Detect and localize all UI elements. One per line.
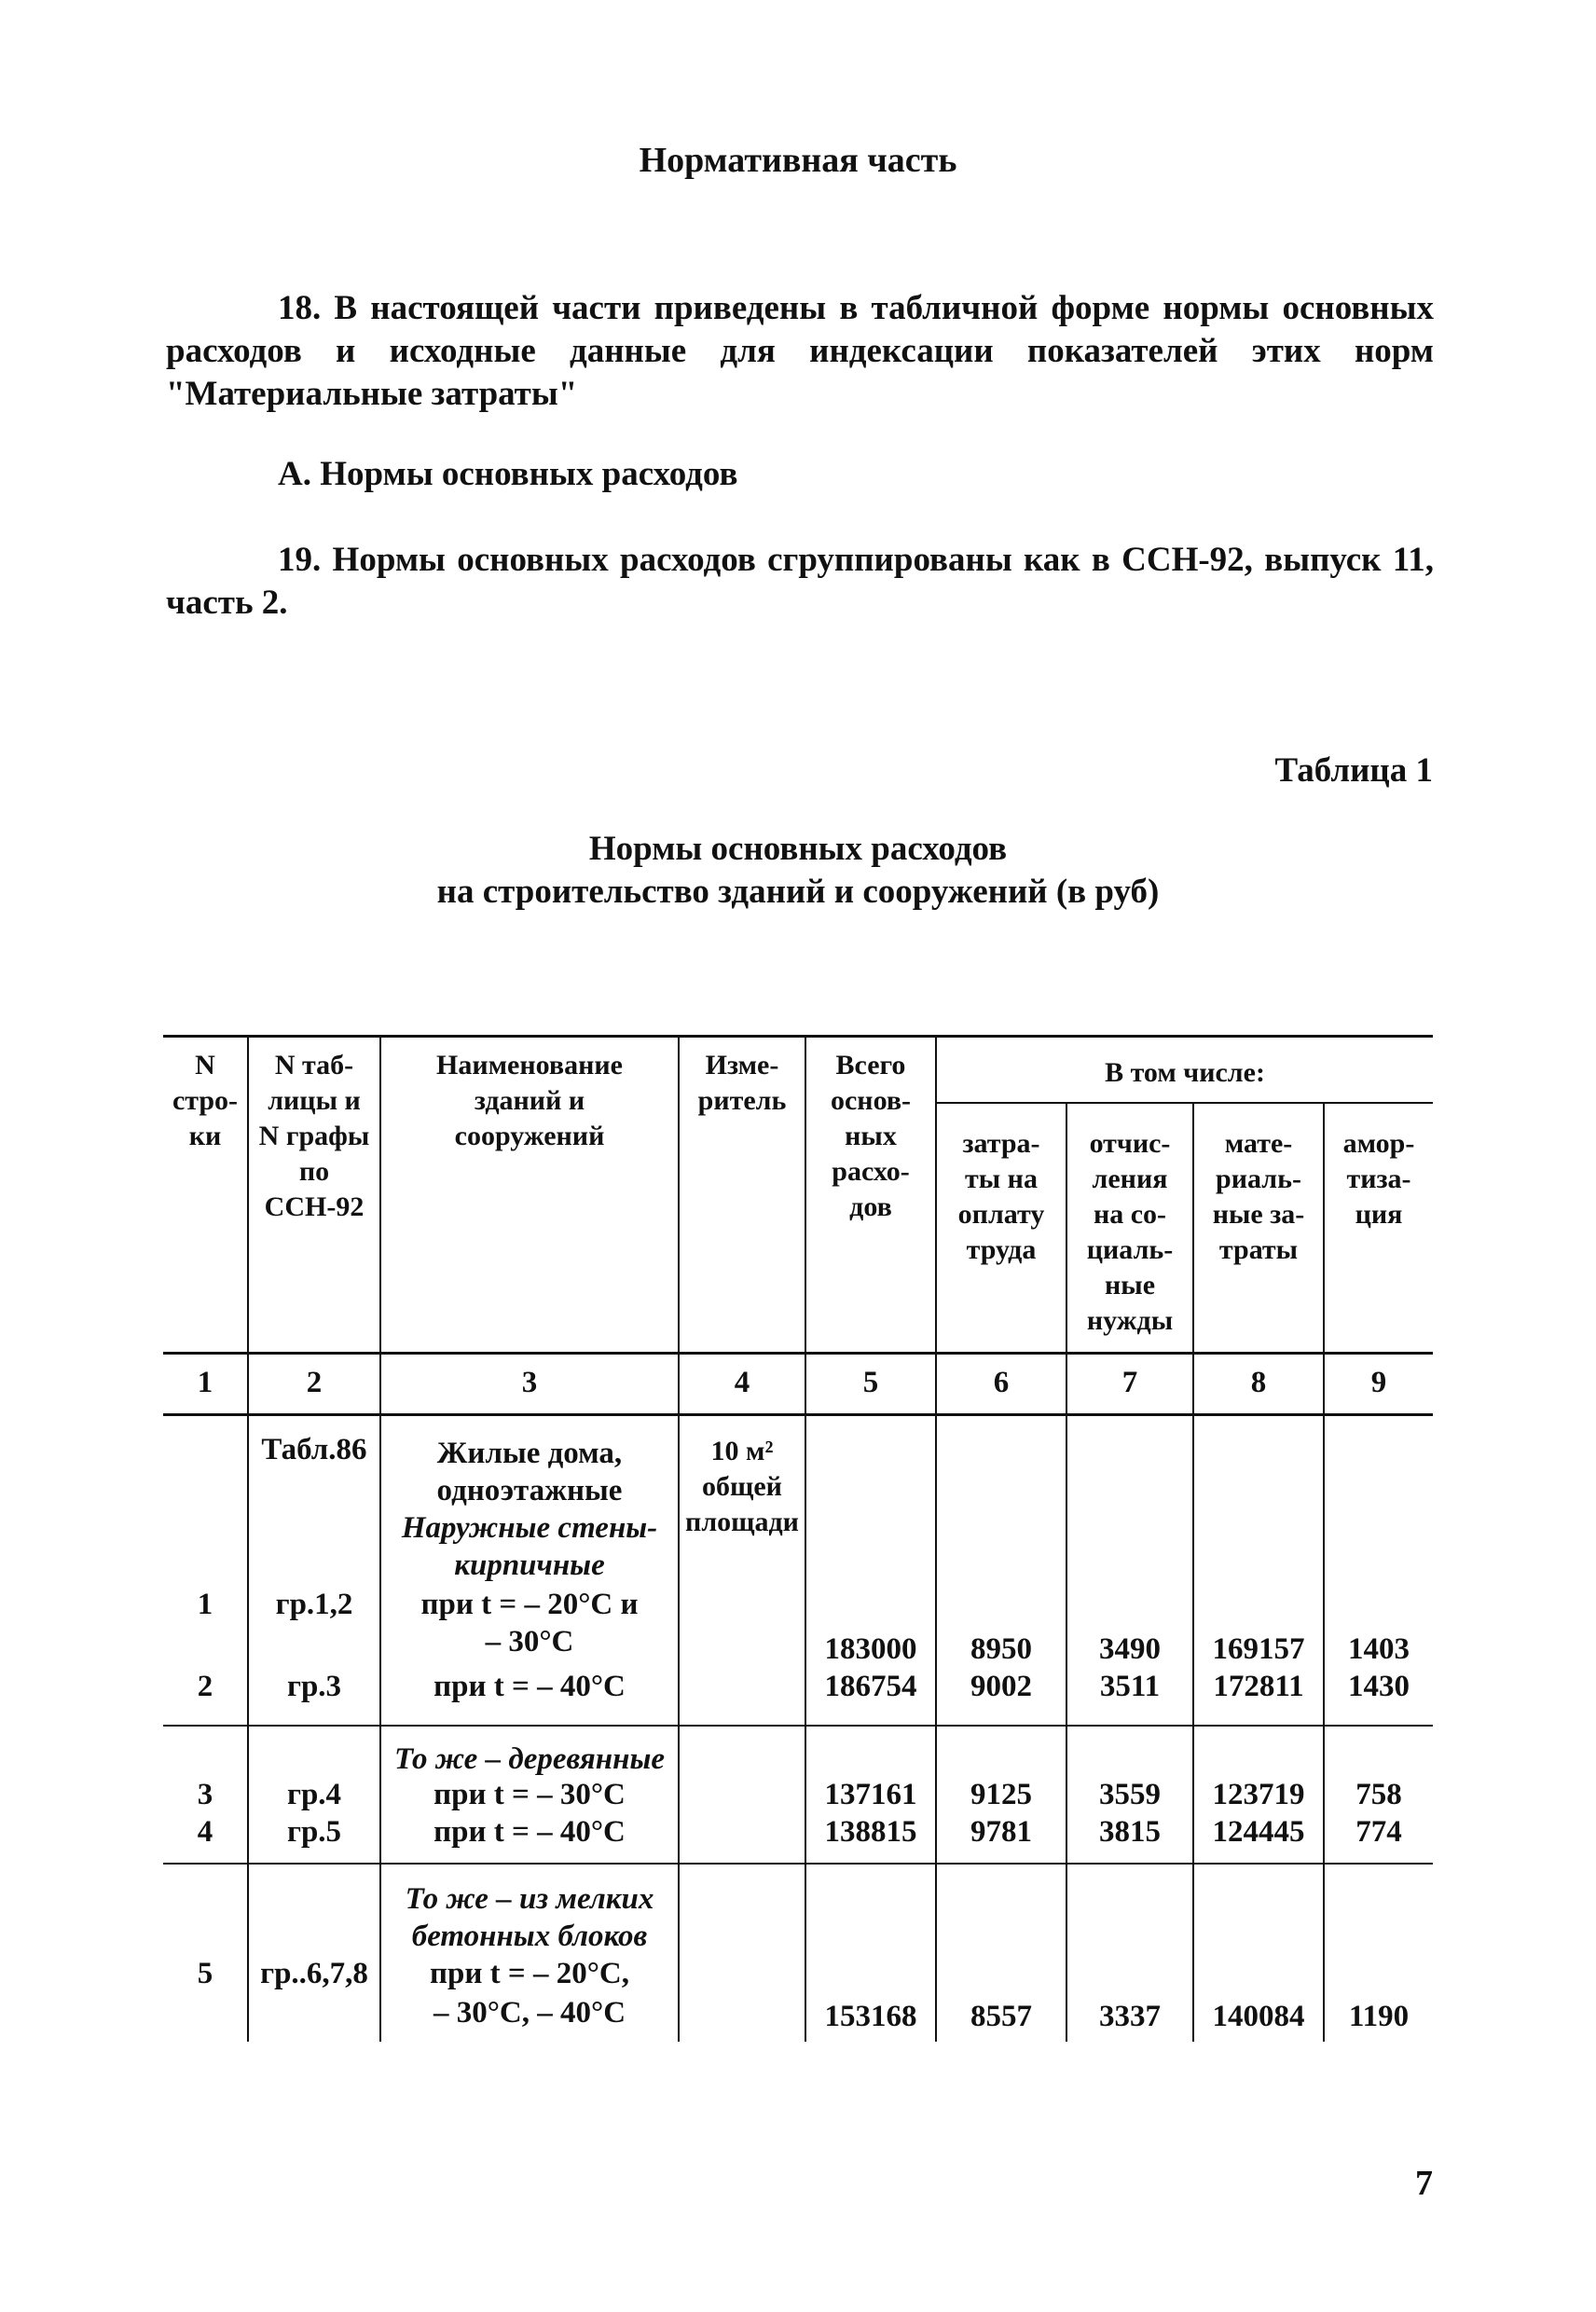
group1-unit-line2: общей [702,1471,782,1502]
col-number-8: 8 [1250,1366,1267,1399]
row3-condition: при t = – 30°С [433,1778,626,1811]
header-total: Всего основ- ных расхо- дов [830,1050,912,1222]
row5-condition-line2: – 30°С, – 40°С [433,1996,626,2030]
row5-ref: гр..6,7,8 [260,1957,368,1990]
table-title-line1: Нормы основных расходов [588,830,1008,868]
row4-material: 124445 [1212,1815,1305,1849]
row1-ref: гр.1,2 [275,1588,353,1621]
group2-name: То же – деревянные [393,1742,665,1776]
row4-ref: гр.5 [286,1815,342,1849]
group1-name-line2: одноэтажные [436,1474,623,1507]
row2-material: 172811 [1213,1670,1304,1703]
row2-condition: при t = – 40°С [433,1670,626,1703]
norms-table [163,1035,1433,2042]
group3-name-line1: То же – из мелких [405,1882,654,1916]
table-title-line2: на строительство зданий и сооружений (в руб) [436,873,1160,911]
col-number-5: 5 [862,1366,879,1399]
header-bottom-rule [163,1352,1433,1355]
row2-labor: 9002 [970,1670,1032,1703]
header-material: мате- риаль- ные за- траты [1212,1128,1305,1265]
row1-material: 169157 [1212,1632,1305,1666]
row3-amortization: 758 [1355,1778,1402,1811]
header-amortization: амор- тиза- ция [1342,1128,1415,1230]
row4-amortization: 774 [1355,1815,1402,1849]
row1-condition-line2: – 30°С [485,1625,574,1658]
header-group-including: В том числе: [1105,1057,1265,1088]
paragraph-18 [166,287,1434,416]
row1-social: 3490 [1099,1632,1161,1666]
group1-name-line4: кирпичные [454,1548,605,1582]
row3-number: 3 [197,1778,213,1811]
row1-number: 1 [197,1588,213,1621]
row2-amortization: 1430 [1348,1670,1410,1703]
row1-amortization: 1403 [1348,1632,1410,1666]
row5-condition-line1: при t = – 20°С, [430,1957,629,1990]
row1-labor: 8950 [970,1632,1032,1666]
row2-ref: гр.3 [286,1670,342,1703]
row5-material: 140084 [1212,2000,1305,2033]
header-social: отчис- ления на со- циаль- ные нужды [1086,1128,1174,1336]
row3-social: 3559 [1099,1778,1161,1811]
row2-total: 186754 [824,1670,917,1703]
group1-bottom-rule [163,1725,1433,1727]
row3-labor: 9125 [970,1778,1032,1811]
section-title: Нормативная часть [639,141,957,180]
row2-number: 2 [197,1670,213,1703]
col-number-9: 9 [1370,1366,1387,1399]
col-number-3: 3 [521,1366,538,1399]
group-header-rule [935,1102,1433,1104]
group1-name-line3: Наружные стены- [401,1511,658,1545]
header-labor: затра- ты на оплату труда [957,1128,1045,1265]
group1-unit-line3: площади [685,1507,799,1537]
group2-bottom-rule [163,1863,1433,1865]
row5-labor: 8557 [970,2000,1032,2033]
group1-name-line1: Жилые дома, [436,1437,623,1470]
col-divider-8 [1323,1102,1325,2042]
row1-condition-line1: при t = – 20°С и [420,1588,639,1621]
group1-table-ref: Табл.86 [261,1433,367,1466]
row5-social: 3337 [1099,2000,1161,2033]
header-name: Наименование зданий и сооружений [436,1050,623,1151]
subsection-a-title: А. Нормы основных расходов [278,455,738,493]
page-number: 7 [1415,2164,1433,2203]
row5-total: 153168 [824,2000,917,2033]
col-number-7: 7 [1121,1366,1138,1399]
row4-number: 4 [197,1815,213,1849]
group1-unit-line1: 10 м² [710,1436,774,1466]
table-title [0,828,1596,914]
col-number-6: 6 [993,1366,1010,1399]
row4-total: 138815 [824,1815,917,1849]
table-label: Таблица 1 [1274,751,1433,790]
row4-social: 3815 [1099,1815,1161,1849]
row1-total: 183000 [824,1632,917,1666]
row5-amortization: 1190 [1348,2000,1410,2033]
group3-name-line2: бетонных блоков [411,1920,648,1953]
row4-condition: при t = – 40°С [433,1815,626,1849]
paragraph-18-text: 18. В настоящей части приведены в табличной форме нормы основных расходов и исходные данные для индексации показателей этих норм "Материальные затраты" [166,289,1434,413]
header-row-number: N стро- ки [172,1050,239,1151]
table-top-rule [163,1035,1433,1038]
col-number-2: 2 [306,1366,323,1399]
col-number-4: 4 [734,1366,750,1399]
col-number-1: 1 [197,1366,213,1399]
row4-labor: 9781 [970,1815,1032,1849]
paragraph-19-text: 19. Нормы основных расходов сгруппированы как в ССН-92, выпуск 11, часть 2. [166,541,1434,622]
paragraph-19 [166,539,1434,625]
header-unit: Изме- ритель [697,1050,787,1116]
row3-material: 123719 [1212,1778,1305,1811]
row3-ref: гр.4 [286,1778,342,1811]
colnum-bottom-rule [163,1413,1433,1416]
row5-number: 5 [197,1957,213,1990]
header-table-ref: N таб- лицы и N графы по ССН-92 [258,1050,370,1222]
row2-social: 3511 [1099,1670,1161,1703]
row3-total: 137161 [824,1778,917,1811]
